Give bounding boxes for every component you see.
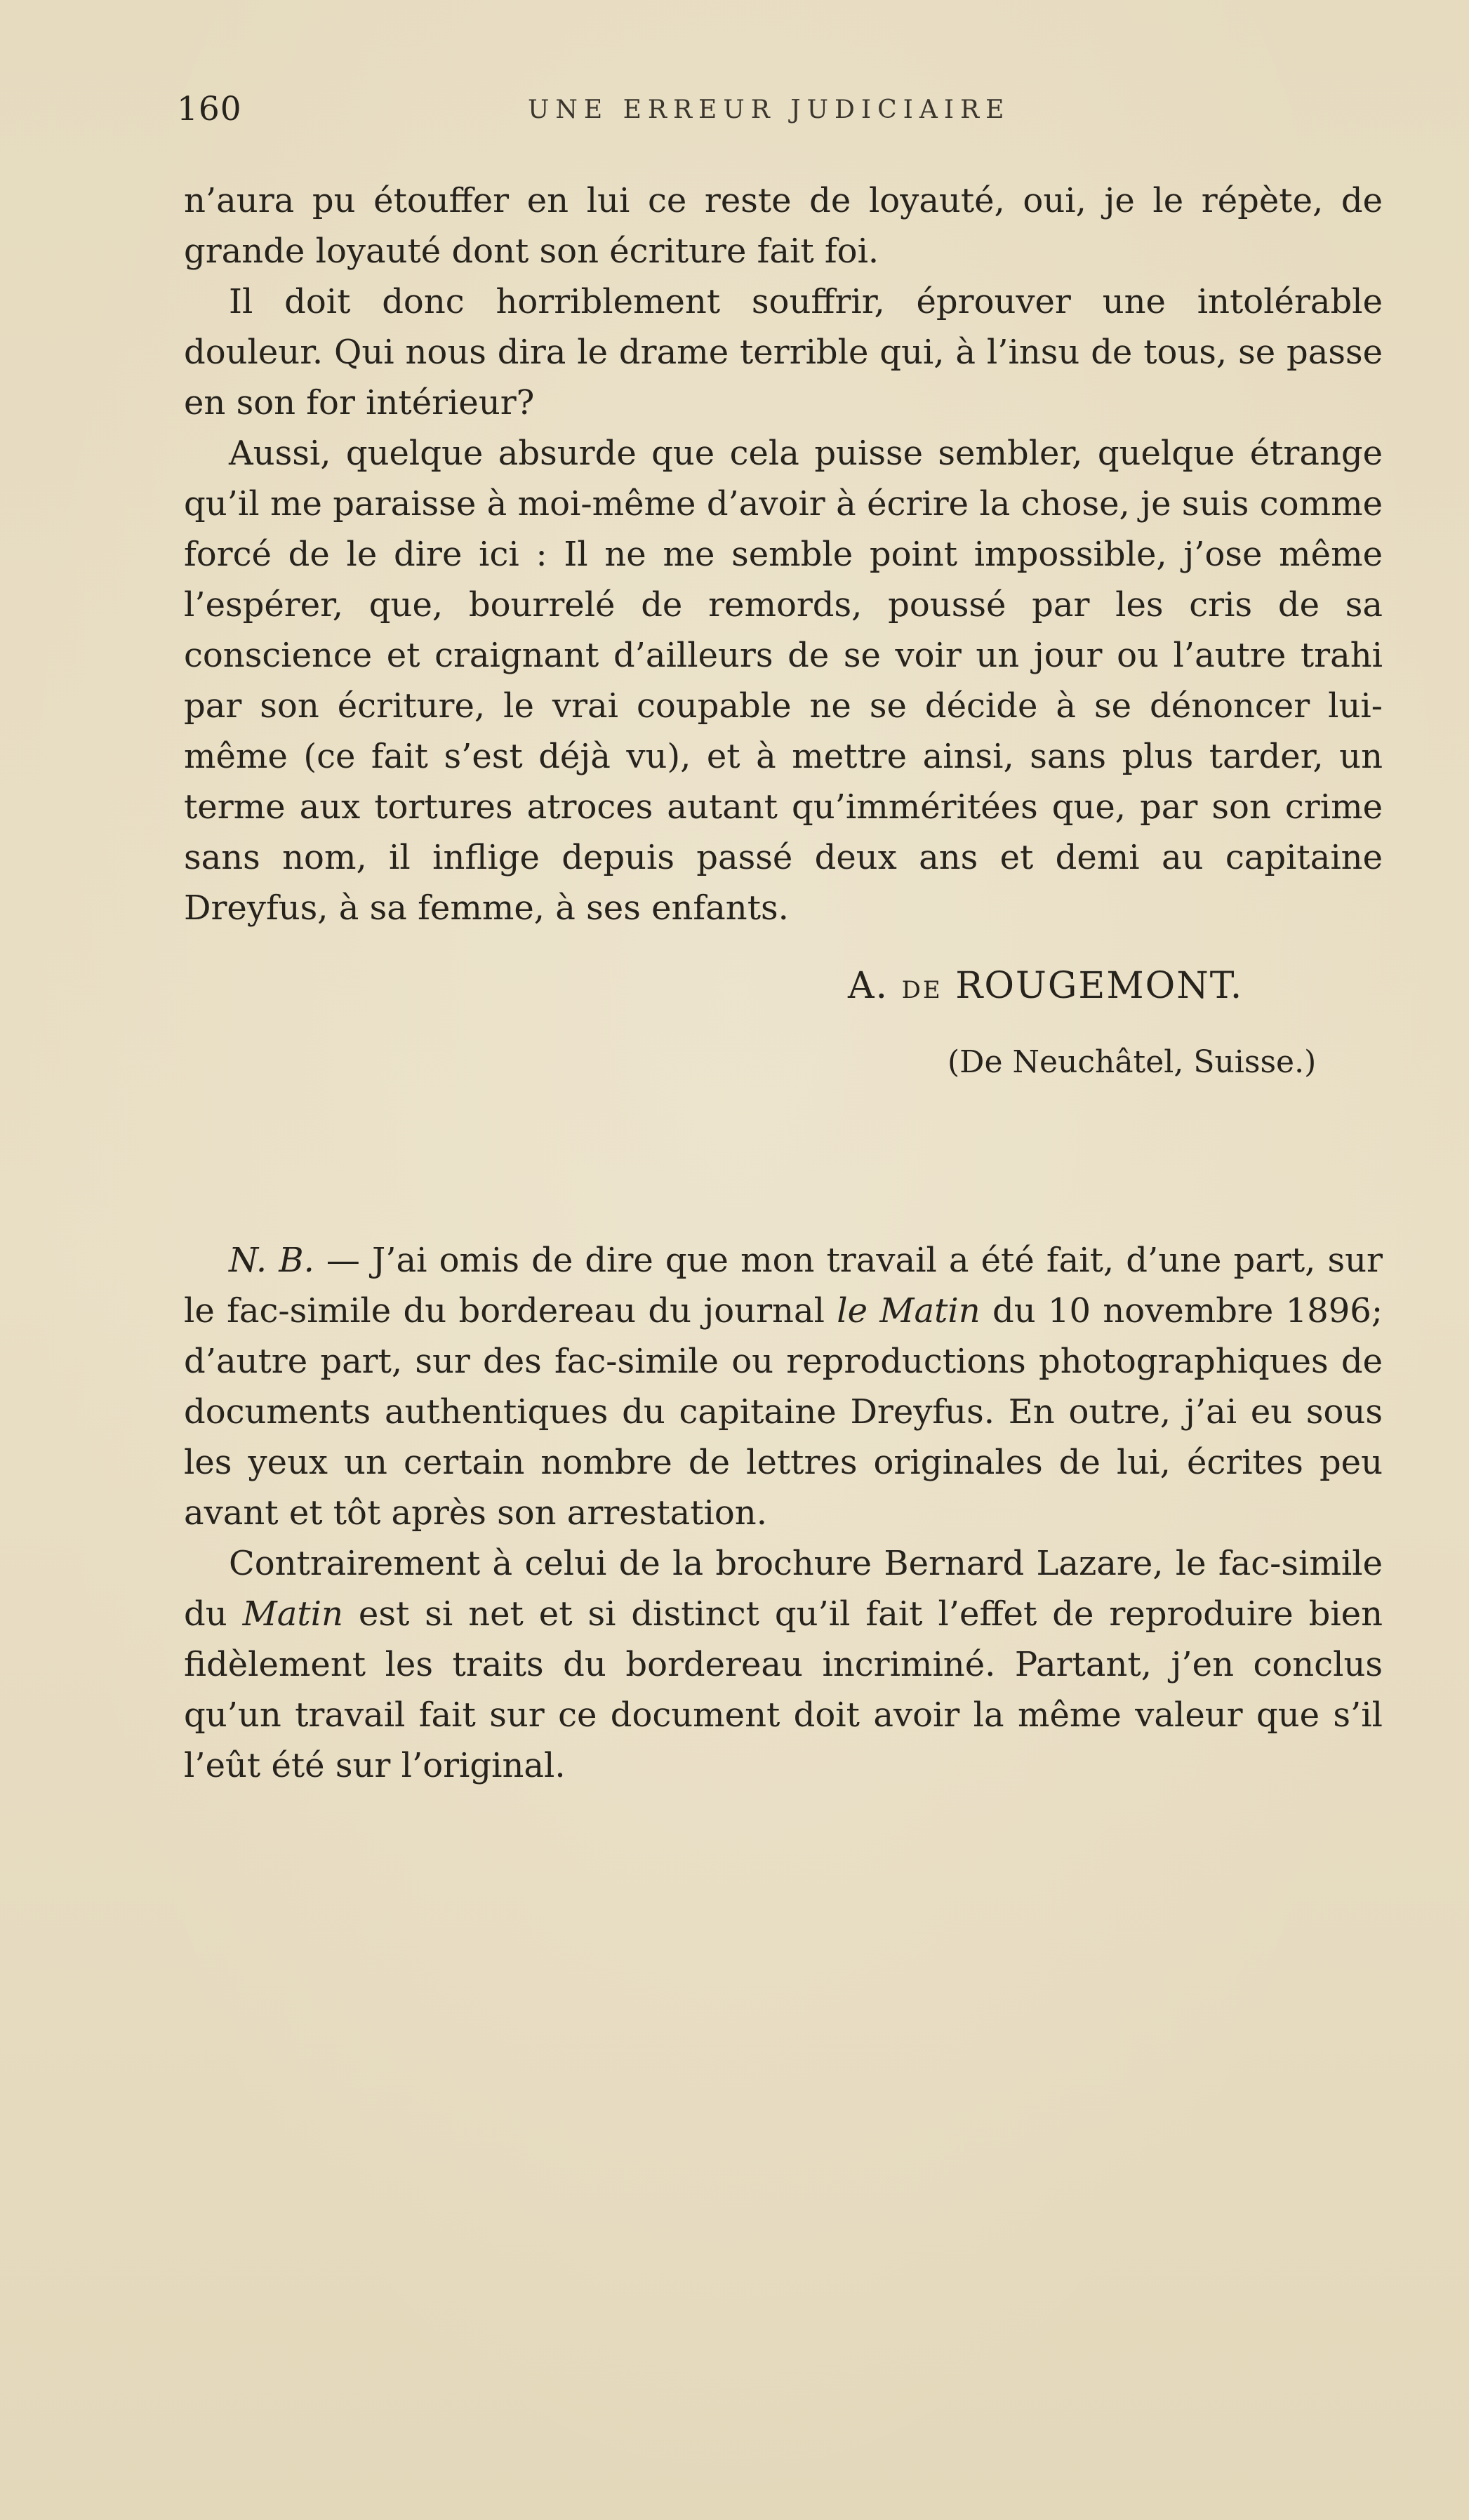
note-p1-part1: — J’ai omis de dire que mon travail a été fait, d’une part, sur le fac-simile du bordereau du journal [184, 1241, 1383, 1331]
paragraph-2: Il doit donc horriblement souffrir, éprouver une intolérable douleur. Qui nous dira le drame terrible qui, à l’insu de tous, se passe en son for intérieur? [184, 282, 1383, 422]
nb-label: N. B. [229, 1241, 314, 1280]
journal-title-le-matin: le Matin [837, 1291, 981, 1331]
main-text [184, 175, 1383, 933]
signature-initial: A. [848, 965, 889, 1007]
note-p1-part2: du 10 novembre 1896; d’autre part, sur des fac-simile ou reproductions photographiques de documents authentiques du capitaine Dreyfus. En outre, j’ai eu sous les yeux un certain nombre de lettres originales de lui, écrites peu avant et tôt après son arrestation. [184, 1291, 1383, 1533]
note-block [184, 1235, 1383, 1791]
signature-surname: ROUGEMONT. [955, 965, 1244, 1007]
running-title: UNE ERREUR JUDICIAIRE [528, 95, 1011, 124]
page-header [177, 90, 1384, 132]
note-paragraph-1 [184, 1235, 1383, 1538]
note-paragraph-2 [184, 1538, 1383, 1791]
author-signature [848, 965, 1243, 1007]
page-number: 160 [177, 90, 242, 128]
paragraph-1: n’aura pu étouffer en lui ce reste de loyauté, oui, je le répète, de grande loyauté dont son écriture fait foi. [184, 181, 1383, 271]
paragraph-3: Aussi, quelque absurde que cela puisse sembler, quelque étrange qu’il me paraisse à moi-même d’avoir à écrire la chose, je suis comme forcé de le dire ici : Il ne me semble point impossible, j’ose même l’espérer, que, bourrelé de remords, poussé par les cris de sa conscience et craignant d’ailleurs de se voir un jour ou l’autre trahi par son écriture, le vrai coupable ne se décide à se dénoncer lui-même (ce fait s’est déjà vu), et à mettre ainsi, sans plus tarder, un terme aux tortures atroces autant qu’imméritées que, par son crime sans nom, il inflige depuis passé deux ans et demi au capitaine Dreyfus, à sa femme, à ses enfants. [184, 434, 1383, 928]
author-location: (De Neuchâtel, Suisse.) [948, 1044, 1317, 1080]
note-p2-part1: Contrairement à celui de la brochure Bernard Lazare, le fac-simile du [184, 1544, 1383, 1634]
note-p2-part2: est si net et si distinct qu’il fait l’effet de reproduire bien fidèlement les traits du bordereau incriminé. Partant, j’en conclus qu’un travail fait sur ce document doit avoir la même valeur que s’il l’eût été sur l’original. [184, 1594, 1383, 1785]
signature-particle: DE [901, 976, 943, 1004]
journal-title-matin: Matin [242, 1594, 343, 1634]
